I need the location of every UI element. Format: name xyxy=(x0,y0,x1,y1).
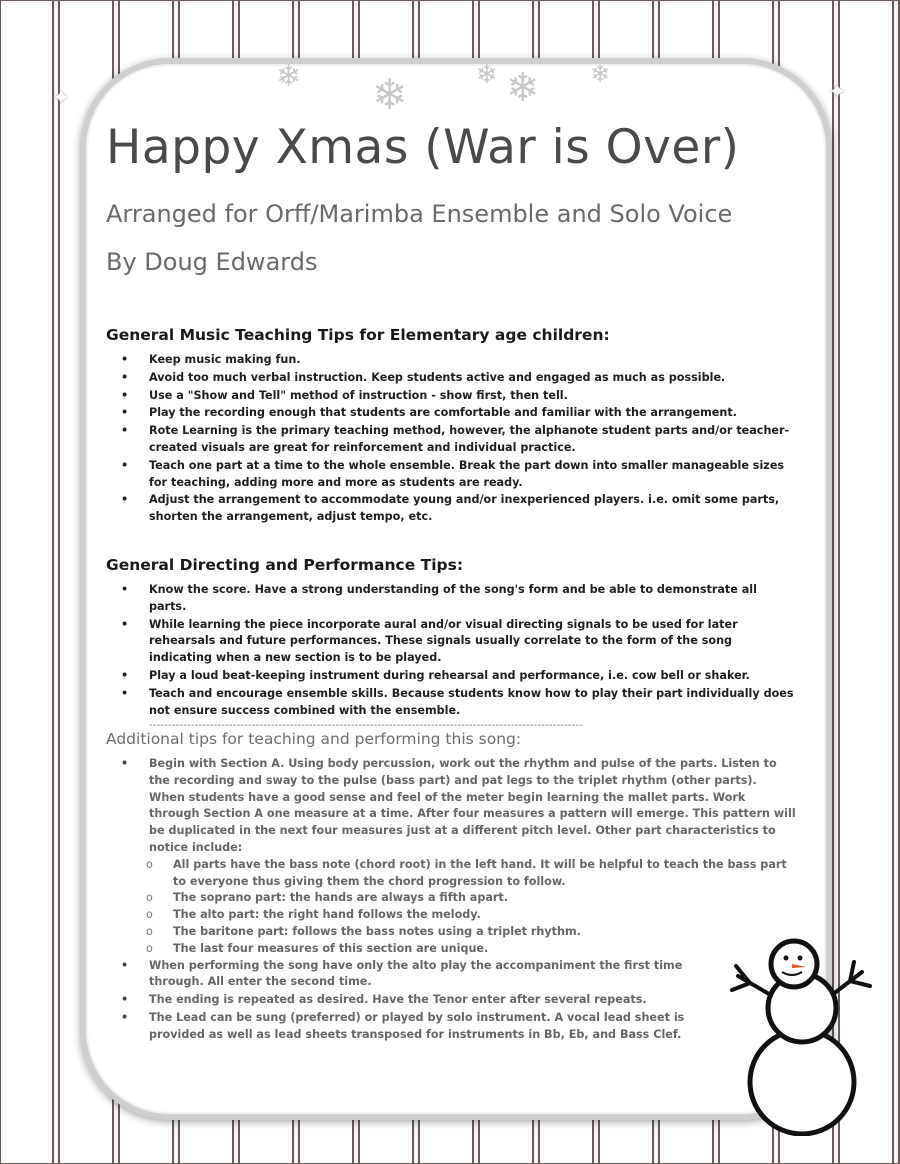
sub-list-item xyxy=(106,890,796,907)
list-item-text: Know the score. Have a strong understanding of the song's form and be able to demonstrate all parts. xyxy=(149,583,757,613)
sub-list-item-text: The last four measures of this section are unique. xyxy=(173,941,489,955)
list-item xyxy=(106,958,696,992)
sub-list-item xyxy=(106,924,796,941)
list-item-text: Teach and encourage ensemble skills. Because students know how to play their part individually does not ensure success combined with the ensemble. xyxy=(149,686,794,717)
bullet-icon: • xyxy=(121,353,129,366)
directing-tips-section xyxy=(106,556,796,732)
list-item-text: Begin with Section A. Using body percussion, work out the rhythm and pulse of the parts. Listen to the recording and sway to the pulse (bass part) and pat legs to the triplet rhythm (other parts). When students have a good sense and feel of the meter begin learning the mallet parts. Work through Section A one measure at a time. After four measures a pattern will emerge. This pattern will be duplicated in the next four measures just at a different pitch level. Other part characteristics to notice include: xyxy=(149,757,796,854)
part-characteristics-list xyxy=(106,857,796,958)
list-item-text: The Lead can be sung (preferred) or played by solo instrument. A vocal lead sheet is provided as well as lead sheets transposed for instruments in Bb, Eb, and Bass Clef. xyxy=(149,1010,685,1041)
list-item-text: The ending is repeated as desired. Have the Tenor enter after several repeats. xyxy=(149,993,647,1007)
circle-bullet-icon: o xyxy=(146,891,153,905)
page-subtitle: Arranged for Orff/Marimba Ensemble and Solo Voice xyxy=(106,200,733,228)
list-item xyxy=(106,668,796,685)
list-item-text: When performing the song have only the alto play the accompaniment the first time through. All enter the second time. xyxy=(149,958,683,989)
circle-bullet-icon: o xyxy=(146,941,153,955)
sub-list-item-text: The baritone part: follows the bass notes using a triplet rhythm. xyxy=(173,924,581,938)
teaching-tips-section xyxy=(106,326,796,527)
list-item-text: Keep music making fun. xyxy=(149,353,301,366)
bullet-icon: • xyxy=(121,458,129,472)
list-item xyxy=(106,405,796,422)
list-item xyxy=(106,756,796,857)
circle-bullet-icon: o xyxy=(146,857,153,871)
list-item-text: Play a loud beat-keeping instrument during rehearsal and performance, i.e. cow bell or shaker. xyxy=(149,668,750,682)
page-title: Happy Xmas (War is Over) xyxy=(106,120,740,175)
snowflake-icon: ❄ xyxy=(476,60,498,90)
circle-bullet-icon: o xyxy=(146,924,153,938)
list-item xyxy=(106,388,796,405)
list-item-text: Use a "Show and Tell" method of instruction - show first, then tell. xyxy=(149,388,568,402)
bullet-icon: • xyxy=(121,668,129,682)
bullet-icon: • xyxy=(121,1010,129,1024)
additional-tips-section xyxy=(106,730,796,1045)
snowman-bottom xyxy=(750,1030,854,1134)
list-item-text: Avoid too much verbal instruction. Keep students active and engaged as much as possible. xyxy=(149,370,726,384)
bullet-icon: • xyxy=(121,686,129,700)
author-byline: By Doug Edwards xyxy=(106,248,318,276)
list-item-text: Play the recording enough that students are comfortable and familiar with the arrangement. xyxy=(149,406,737,420)
list-item-text: Adjust the arrangement to accommodate young and/or inexperienced players. i.e. omit some parts, shorten the arrangement, adjust tempo, etc. xyxy=(149,493,780,524)
list-item xyxy=(106,582,796,616)
sub-list-item xyxy=(106,907,796,924)
right-eye-icon xyxy=(798,956,803,961)
bullet-icon: • xyxy=(121,370,129,384)
left-eye-icon xyxy=(784,956,789,961)
list-item-text: While learning the piece incorporate aural and/or visual directing signals to be used for later rehearsals and future performances. These signals usually correlate to the form of the song indicating when a new section is to be played. xyxy=(149,617,738,665)
list-item xyxy=(106,492,796,526)
circle-bullet-icon: o xyxy=(146,908,153,922)
bullet-icon: • xyxy=(121,583,129,596)
sparkle-icon: ✦ xyxy=(828,80,847,105)
directing-tips-list xyxy=(106,582,796,719)
bullet-icon: • xyxy=(121,617,129,631)
section-heading: General Music Teaching Tips for Elementary age children: xyxy=(106,326,610,344)
snowman-illustration xyxy=(728,936,878,1136)
list-item xyxy=(106,617,796,667)
bullet-icon: • xyxy=(121,388,129,402)
bullet-icon: • xyxy=(121,958,129,972)
teaching-tips-list xyxy=(106,352,796,526)
performance-tips-list xyxy=(106,958,696,1044)
bullet-icon: • xyxy=(121,493,129,507)
list-item xyxy=(106,458,796,492)
section-heading: Additional tips for teaching and performing this song: xyxy=(106,730,522,748)
sub-list-item xyxy=(106,857,796,891)
sub-list-item-text: The alto part: the right hand follows the melody. xyxy=(173,908,481,922)
snowflake-icon: ❄ xyxy=(506,65,540,111)
sub-list-item-text: The soprano part: the hands are always a fifth apart. xyxy=(173,891,509,905)
snowman-head xyxy=(771,941,817,987)
bullet-icon: • xyxy=(121,424,129,438)
list-item xyxy=(106,686,796,720)
sub-list-item-text: All parts have the bass note (chord root) in the left hand. It will be helpful to teach the bass part to everyone thus giving them the chord progression to follow. xyxy=(173,857,787,888)
list-item-text: Teach one part at a time to the whole ensemble. Break the part down into smaller manageable sizes for teaching, adding more and more as students are ready. xyxy=(149,458,785,489)
additional-tips-list xyxy=(106,756,796,857)
list-item xyxy=(106,1010,696,1044)
list-item xyxy=(106,992,696,1009)
snowflake-icon: ❄ xyxy=(372,70,408,119)
sub-list-item xyxy=(106,941,796,958)
bullet-icon: • xyxy=(121,406,129,420)
section-heading: General Directing and Performance Tips: xyxy=(106,556,464,574)
list-item xyxy=(106,352,796,369)
dashed-separator: ------------------------------------------------------------------------------------------------------------------ xyxy=(149,720,584,732)
sparkle-icon: ✦ xyxy=(52,86,71,111)
list-item-text: Rote Learning is the primary teaching method, however, the alphanote student parts and/or teacher-created visuals are great for reinforcement and individual practice. xyxy=(149,424,790,454)
snowflake-icon: ❄ xyxy=(590,60,611,88)
snowflake-icon: ❄ xyxy=(276,59,302,94)
bullet-icon: • xyxy=(121,993,129,1007)
list-item xyxy=(106,370,796,387)
bullet-icon: • xyxy=(121,757,129,770)
list-item xyxy=(106,423,796,457)
